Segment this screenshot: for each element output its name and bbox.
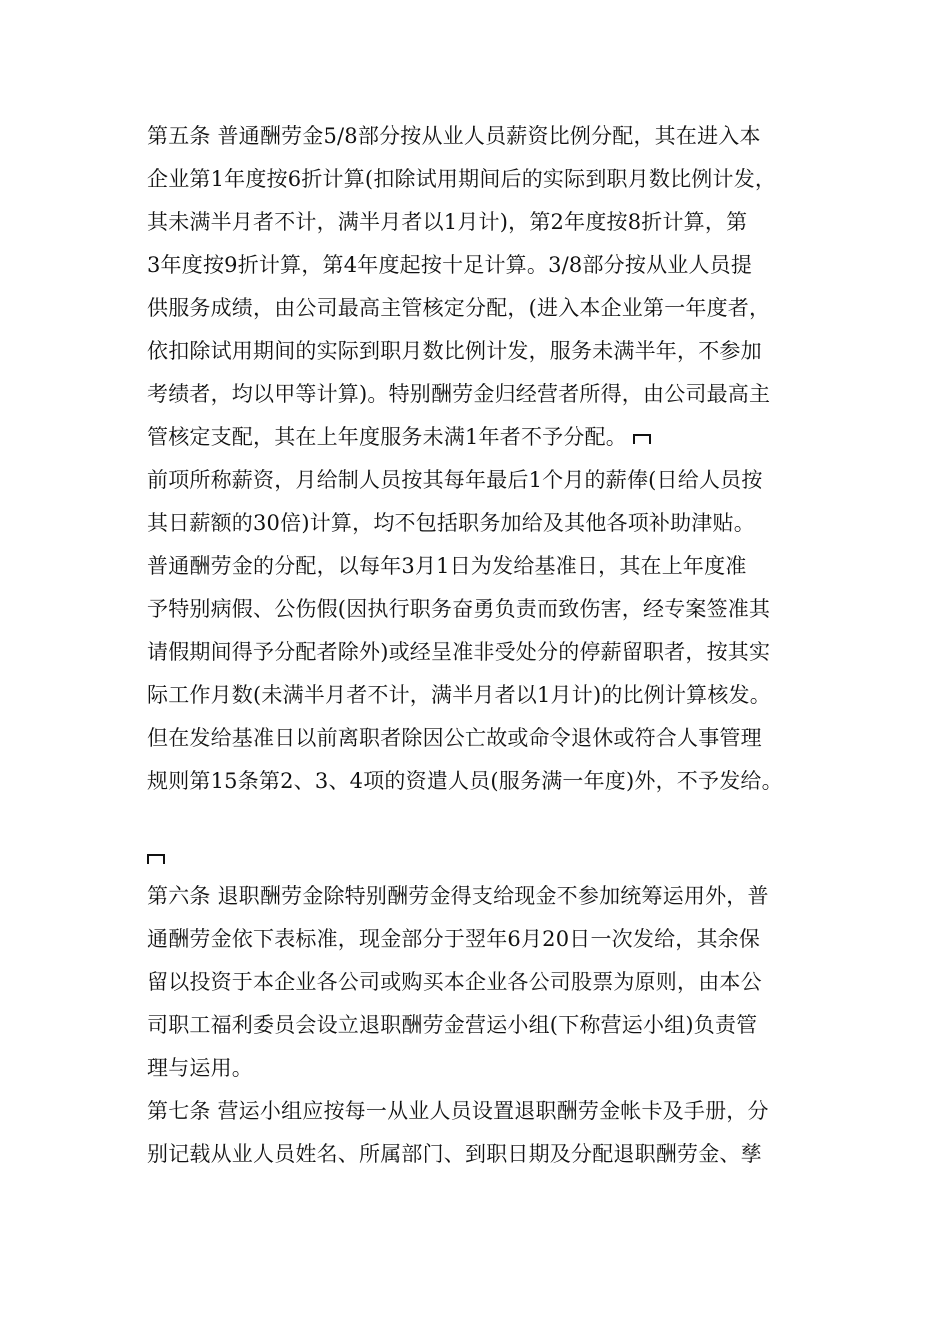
text-line: 供服务成绩，由公司最高主管核定分配，(进入本企业第一年度者， bbox=[147, 296, 771, 320]
text-line: 其日薪额的30倍)计算，均不包括职务加给及其他各项补助津贴。 bbox=[147, 511, 755, 535]
text-line-content: 管核定支配，其在上年度服务未满1年者不予分配。 bbox=[147, 425, 627, 449]
text-line: 留以投资于本企业各公司或购买本企业各公司股票为原则，由本公 bbox=[147, 970, 762, 994]
text-line: 第七条 营运小组应按每一从业人员设置退职酬劳金帐卡及手册，分 bbox=[147, 1099, 769, 1123]
text-line: 第六条 退职酬劳金除特别酬劳金得支给现金不参加统筹运用外，普 bbox=[147, 884, 769, 908]
text-line: 际工作月数(未满半月者不计，满半月者以1月计)的比例计算核发。 bbox=[147, 683, 771, 707]
paragraph-mark-icon bbox=[147, 854, 165, 864]
text-line: 规则第15条第2、3、4项的资遣人员(服务满一年度)外，不予发给。 bbox=[147, 769, 783, 793]
text-line: 别记载从业人员姓名、所属部门、到职日期及分配退职酬劳金、孳 bbox=[147, 1142, 762, 1166]
text-line: 司职工福利委员会设立退职酬劳金营运小组(下称营运小组)负责管 bbox=[147, 1013, 758, 1037]
text-line: 其未满半月者不计，满半月者以1月计)，第2年度按8折计算，第 bbox=[147, 210, 748, 234]
text-line: 理与运用。 bbox=[147, 1056, 253, 1080]
paragraph-mark-icon bbox=[633, 434, 651, 444]
text-line: 3年度按9折计算，第4年度起按十足计算。3/8部分按从业人员提 bbox=[147, 253, 753, 277]
text-line: 普通酬劳金的分配，以每年3月1日为发给基准日，其在上年度准 bbox=[147, 554, 747, 578]
text-line: 依扣除试用期间的实际到职月数比例计发，服务未满半年，不参加 bbox=[147, 339, 762, 363]
text-line: 请假期间得予分配者除外)或经呈准非受处分的停薪留职者，按其实 bbox=[147, 640, 771, 664]
text-line: 考绩者，均以甲等计算)。特别酬劳金归经营者所得，由公司最高主 bbox=[147, 382, 771, 406]
text-line bbox=[147, 422, 651, 452]
text-line: 前项所称薪资，月给制人员按其每年最后1个月的薪俸(日给人员按 bbox=[147, 468, 763, 492]
text-line: 予特别病假、公伤假(因执行职务奋勇负责而致伤害，经专案签准其 bbox=[147, 597, 771, 621]
text-line: 通酬劳金依下表标准，现金部分于翌年6月20日一次发给，其余保 bbox=[147, 927, 761, 951]
text-line: 但在发给基准日以前离职者除因公亡故或命令退休或符合人事管理 bbox=[147, 726, 762, 750]
text-line: 第五条 普通酬劳金5/8部分按从业人员薪资比例分配，其在进入本 bbox=[147, 124, 761, 148]
text-line: 企业第1年度按6折计算(扣除试用期间后的实际到职月数比例计发， bbox=[147, 167, 777, 191]
